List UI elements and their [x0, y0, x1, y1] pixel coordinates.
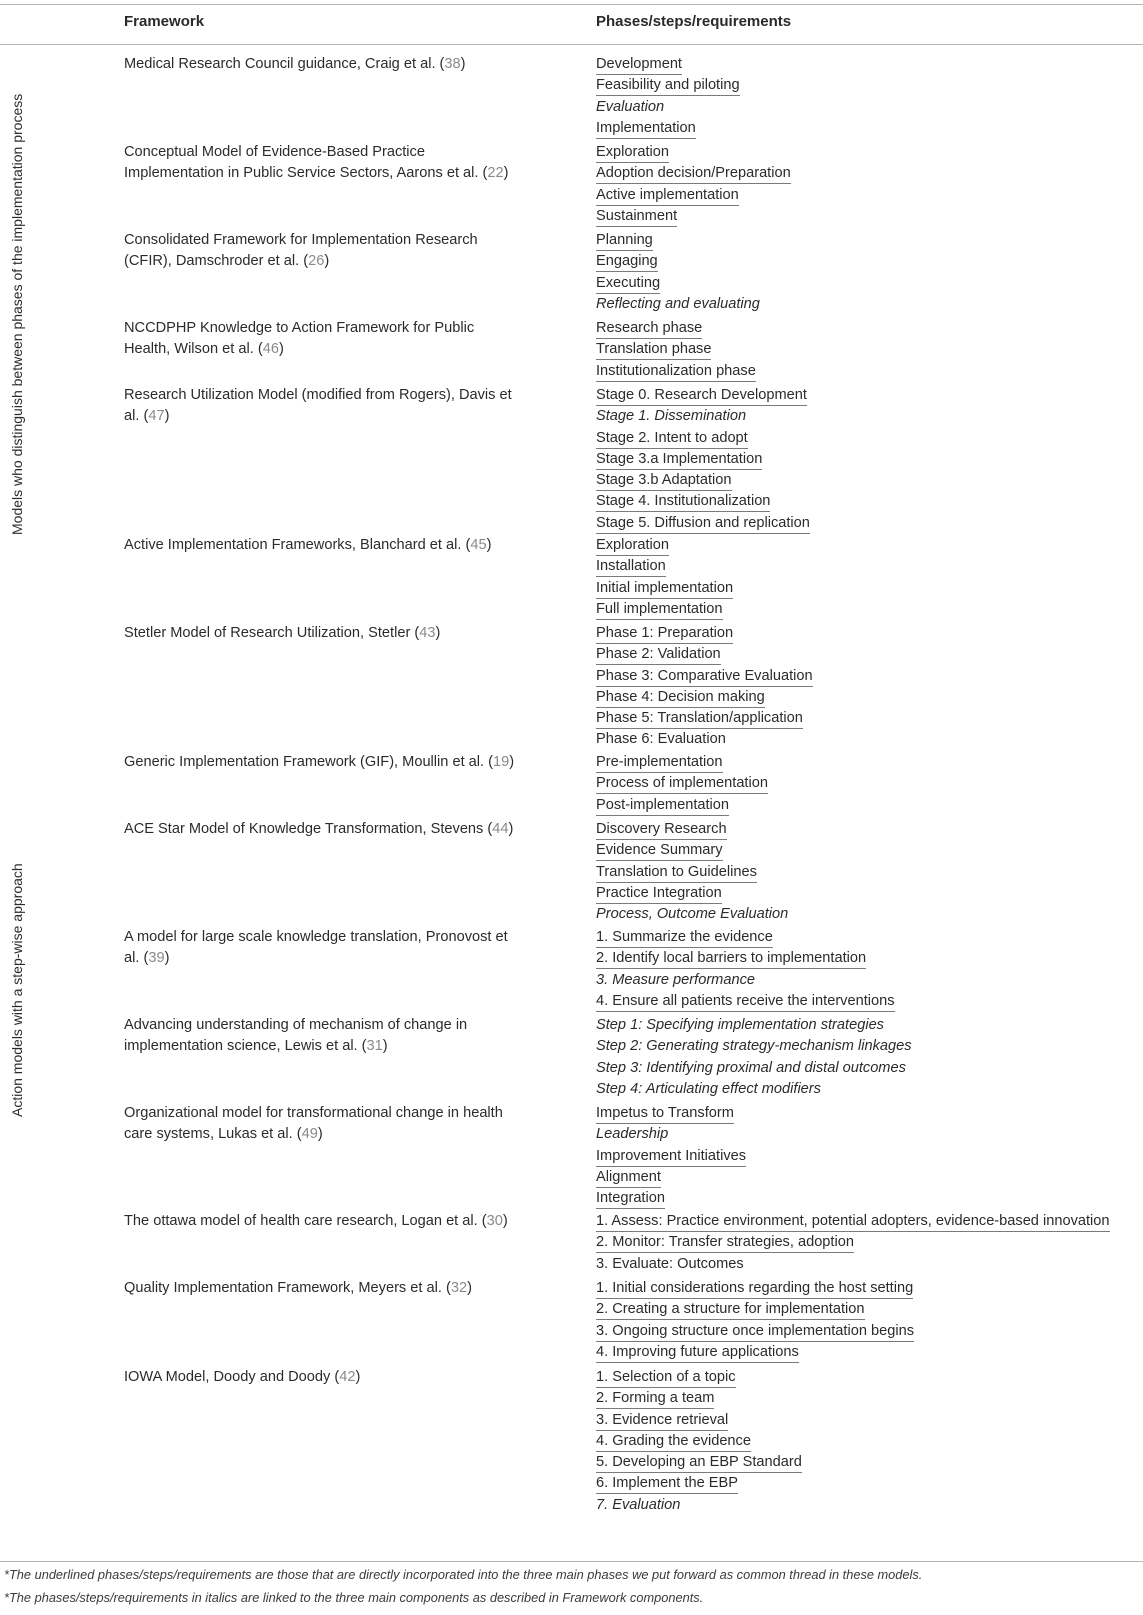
reference-number[interactable]: 44	[492, 821, 509, 837]
phase-item-text: Translation phase	[596, 340, 711, 360]
phase-item	[596, 970, 1141, 991]
phase-item	[596, 1103, 1141, 1124]
phase-item	[596, 535, 1141, 556]
framework-cell	[124, 318, 524, 385]
phase-item-text: 4. Grading the evidence	[596, 1432, 751, 1452]
phase-item-text: 1. Assess: Practice environment, potential adopters, evidence-based innovation	[596, 1212, 1110, 1232]
phase-item-text: Phase 5: Translation/application	[596, 709, 803, 729]
phases-cell	[596, 1211, 1141, 1278]
phase-item	[596, 449, 1141, 470]
table-row	[0, 1103, 1143, 1211]
table-bottom-rule	[0, 1561, 1143, 1562]
table-row	[0, 1015, 1143, 1103]
phase-item-text: 1. Selection of a topic	[596, 1368, 736, 1388]
table-row	[0, 142, 1143, 230]
table-row	[0, 54, 1143, 142]
phase-item-text: 5. Developing an EBP Standard	[596, 1453, 802, 1473]
phase-item-text: Evidence Summary	[596, 841, 723, 861]
phase-item	[596, 1079, 1141, 1100]
phase-item	[596, 819, 1141, 840]
phase-item	[596, 1146, 1141, 1167]
phase-item-text: Step 3: Identifying proximal and distal outcomes	[596, 1059, 906, 1076]
phase-item	[596, 752, 1141, 773]
framework-name: Medical Research Council guidance, Craig et al. (	[124, 56, 445, 72]
header-rule	[0, 44, 1143, 45]
phase-item	[596, 644, 1141, 665]
phase-item	[596, 862, 1141, 883]
framework-name: Research Utilization Model (modified from Rogers), Davis et al. (	[124, 387, 512, 425]
framework-name: Stetler Model of Research Utilization, Stetler (	[124, 625, 420, 641]
phase-item	[596, 1452, 1141, 1473]
phases-cell	[596, 1367, 1141, 1513]
phase-item-text: Process of implementation	[596, 774, 768, 794]
phase-item-text: 4. Improving future applications	[596, 1343, 799, 1363]
footnote-italics: *The phases/steps/requirements in italics are linked to the three main components as described in Framework components.	[4, 1590, 704, 1605]
phase-item-text: Impetus to Transform	[596, 1104, 734, 1124]
phase-item	[596, 406, 1141, 427]
table-row	[0, 1367, 1143, 1513]
phase-item	[596, 1495, 1141, 1516]
phase-item-text: Stage 1. Dissemination	[596, 408, 747, 425]
phase-item-text: Evaluation	[596, 98, 665, 115]
phases-cell	[596, 752, 1141, 819]
framework-name: IOWA Model, Doody and Doody (	[124, 1369, 340, 1385]
framework-name: The ottawa model of health care research, Logan et al. (	[124, 1213, 487, 1229]
closing-parenthesis: )	[278, 341, 284, 358]
phase-item	[596, 1367, 1141, 1388]
phase-item	[596, 773, 1141, 794]
phase-item	[596, 294, 1141, 315]
phase-item-text: 2. Monitor: Transfer strategies, adoption	[596, 1233, 854, 1253]
phase-item-text: Step 2: Generating strategy-mechanism linkages	[596, 1038, 912, 1055]
phase-item-text: Executing	[596, 274, 660, 294]
phase-item	[596, 840, 1141, 861]
phase-item	[596, 1058, 1141, 1079]
phase-item-text: Full implementation	[596, 600, 723, 620]
phase-item-text: Stage 3.b Adaptation	[596, 471, 732, 491]
phase-item-text: Pre-implementation	[596, 753, 723, 773]
phase-item-text: Development	[596, 55, 682, 75]
phase-item-text: 3. Measure performance	[596, 971, 755, 988]
framework-name: Conceptual Model of Evidence-Based Practice Implementation in Public Service Sectors, Aarons et al. (	[124, 144, 488, 182]
phase-item	[596, 1431, 1141, 1452]
phase-item	[596, 1388, 1141, 1409]
phase-item-text: Post-implementation	[596, 796, 729, 816]
phase-item-text: Process, Outcome Evaluation	[596, 906, 789, 923]
phase-item-text: Alignment	[596, 1168, 661, 1188]
phase-item-text: 7. Evaluation	[596, 1496, 681, 1513]
closing-parenthesis: )	[317, 1126, 323, 1143]
table-row	[0, 1278, 1143, 1367]
phase-item	[596, 230, 1141, 251]
reference-number[interactable]: 31	[366, 1038, 383, 1055]
phase-item	[596, 273, 1141, 294]
reference-number[interactable]: 32	[450, 1280, 468, 1296]
phase-item-text: Stage 2. Intent to adopt	[596, 429, 748, 449]
framework-name: A model for large scale knowledge translation, Pronovost et al. (	[124, 929, 508, 967]
table-row	[0, 752, 1143, 819]
table-row	[0, 819, 1143, 927]
phase-item	[596, 795, 1141, 816]
framework-name: Active Implementation Frameworks, Blanchard et al. (	[124, 537, 471, 553]
phase-item-text: Translation to Guidelines	[596, 863, 757, 883]
phase-item-text: 4. Ensure all patients receive the interventions	[596, 992, 895, 1012]
closing-parenthesis: )	[509, 754, 515, 770]
phase-item	[596, 339, 1141, 360]
phase-item	[596, 318, 1141, 339]
phase-item	[596, 1299, 1141, 1320]
phase-item	[596, 142, 1141, 163]
framework-cell	[124, 1015, 524, 1103]
table-row	[0, 1211, 1143, 1278]
phase-item-text: Phase 2: Validation	[596, 645, 721, 665]
phase-item-text: Implementation	[596, 119, 696, 139]
framework-cell	[124, 819, 524, 927]
phase-item-text: Practice Integration	[596, 884, 722, 904]
framework-cell	[124, 1367, 524, 1497]
closing-parenthesis: )	[486, 537, 492, 553]
closing-parenthesis: )	[435, 625, 441, 641]
phase-item	[596, 556, 1141, 577]
reference-number[interactable]: 39	[148, 950, 165, 967]
framework-cell	[124, 1103, 524, 1211]
closing-parenthesis: )	[382, 1038, 388, 1055]
phase-item-text: Stage 3.a Implementation	[596, 450, 762, 470]
phase-item	[596, 118, 1141, 139]
reference-number[interactable]: 43	[419, 625, 436, 641]
phase-item	[596, 185, 1141, 206]
phase-item	[596, 883, 1141, 904]
phase-item	[596, 599, 1141, 620]
phases-cell	[596, 385, 1141, 535]
phase-item-text: Improvement Initiatives	[596, 1147, 746, 1167]
closing-parenthesis: )	[502, 1213, 508, 1229]
phase-item-text: Exploration	[596, 536, 669, 556]
phases-cell	[596, 230, 1141, 318]
phase-item	[596, 251, 1141, 272]
phase-item-text: Step 4: Articulating effect modifiers	[596, 1080, 821, 1097]
phase-item-text: Exploration	[596, 143, 669, 163]
phase-item	[596, 904, 1141, 925]
phase-item	[596, 75, 1141, 96]
phase-item	[596, 1254, 1141, 1275]
phase-item	[596, 1232, 1141, 1253]
phase-item-text: Integration	[596, 1189, 665, 1209]
closing-parenthesis: )	[164, 408, 170, 425]
framework-cell	[124, 927, 524, 1015]
phases-cell	[596, 1103, 1141, 1211]
framework-name: Generic Implementation Framework (GIF), Moullin et al. (	[124, 754, 494, 770]
closing-parenthesis: )	[508, 821, 514, 837]
reference-number[interactable]: 47	[148, 408, 165, 425]
phase-item	[596, 666, 1141, 687]
table-row	[0, 927, 1143, 1015]
phase-item-text: Stage 0. Research Development	[596, 386, 807, 406]
phase-item-text: 2. Creating a structure for implementation	[596, 1300, 865, 1320]
phase-item-text: Feasibility and piloting	[596, 76, 740, 96]
phase-item	[596, 513, 1141, 534]
phases-cell	[596, 623, 1141, 752]
phase-item-text: Reflecting and evaluating	[596, 295, 760, 312]
phase-item	[596, 623, 1141, 644]
table-top-rule	[0, 4, 1143, 5]
phase-item-text: 2. Forming a team	[596, 1389, 714, 1409]
closing-parenthesis: )	[355, 1369, 361, 1385]
phase-item-text: Installation	[596, 557, 666, 577]
phase-item-text: Leadership	[596, 1126, 669, 1143]
phase-item	[596, 578, 1141, 599]
table-row	[0, 230, 1143, 318]
framework-cell	[124, 752, 524, 819]
framework-cell	[124, 54, 524, 142]
framework-name: Advancing understanding of mechanism of change in implementation science, Lewis et al. (	[124, 1017, 468, 1055]
phase-item	[596, 491, 1141, 512]
framework-cell	[124, 535, 524, 623]
reference-number[interactable]: 26	[308, 253, 325, 270]
phase-item-text: Planning	[596, 231, 653, 251]
phase-item-text: Adoption decision/Preparation	[596, 164, 791, 184]
phase-item	[596, 54, 1141, 75]
closing-parenthesis: )	[164, 950, 170, 967]
phase-item-text: Stage 4. Institutionalization	[596, 492, 770, 512]
framework-cell	[124, 385, 524, 535]
phase-item	[596, 163, 1141, 184]
framework-name: NCCDPHP Knowledge to Action Framework for Public Health, Wilson et al. (	[124, 320, 475, 358]
phase-item	[596, 948, 1141, 969]
phase-item	[596, 1211, 1141, 1232]
phases-cell	[596, 819, 1141, 927]
phase-item	[596, 708, 1141, 729]
framework-name: Quality Implementation Framework, Meyers et al. (	[124, 1280, 451, 1296]
phase-item-text: 6. Implement the EBP	[596, 1474, 738, 1494]
phase-item-text: Research phase	[596, 319, 702, 339]
closing-parenthesis: )	[324, 253, 330, 270]
phase-item-text: 1. Summarize the evidence	[596, 928, 773, 948]
phase-item-text: Sustainment	[596, 207, 677, 227]
phase-item	[596, 1342, 1141, 1363]
footnote-underline: *The underlined phases/steps/requirements are those that are directly incorporated into the three main phases we put forward as common thread in these models.	[4, 1567, 923, 1582]
column-header-framework: Framework	[124, 13, 205, 30]
phase-item	[596, 97, 1141, 118]
phase-item-text: Active implementation	[596, 186, 739, 206]
reference-number[interactable]: 22	[487, 165, 504, 182]
phase-item-text: Discovery Research	[596, 820, 727, 840]
phases-cell	[596, 318, 1141, 385]
phase-item	[596, 428, 1141, 449]
phases-cell	[596, 54, 1141, 142]
phase-item	[596, 1015, 1141, 1036]
phase-item	[596, 1167, 1141, 1188]
framework-name: Consolidated Framework for Implementation Research (CFIR), Damschroder et al. (	[124, 232, 478, 270]
reference-number[interactable]: 46	[262, 341, 279, 358]
closing-parenthesis: )	[503, 165, 509, 182]
phase-item-text: Stage 5. Diffusion and replication	[596, 514, 810, 534]
column-header-phases: Phases/steps/requirements	[596, 13, 792, 30]
phase-item-text: Phase 4: Decision making	[596, 688, 765, 708]
phase-item	[596, 206, 1141, 227]
table-body	[0, 54, 1143, 1513]
phases-cell	[596, 1015, 1141, 1103]
group-label-phases-models: Models who distinguish between phases of the implementation process	[9, 93, 25, 535]
reference-number[interactable]: 30	[486, 1213, 503, 1229]
reference-number[interactable]: 38	[444, 56, 461, 72]
phases-cell	[596, 535, 1141, 623]
reference-number[interactable]: 19	[493, 754, 510, 770]
phase-item-text: 3. Evidence retrieval	[596, 1411, 728, 1431]
phase-item-text: Initial implementation	[596, 579, 733, 599]
framework-cell	[124, 1278, 524, 1367]
phase-item	[596, 1036, 1141, 1057]
phase-item-text: Phase 6: Evaluation	[596, 731, 726, 748]
phase-item-text: Phase 3: Comparative Evaluation	[596, 667, 813, 687]
phase-item	[596, 1410, 1141, 1431]
phases-cell	[596, 1278, 1141, 1367]
phase-item	[596, 927, 1141, 948]
phase-item-text: Institutionalization phase	[596, 362, 756, 382]
phase-item-text: 2. Identify local barriers to implementation	[596, 949, 866, 969]
framework-cell	[124, 623, 524, 752]
phase-item	[596, 729, 1141, 750]
framework-name: Organizational model for transformational change in health care systems, Lukas et al. (	[124, 1105, 503, 1143]
closing-parenthesis: )	[460, 56, 466, 72]
table-row	[0, 318, 1143, 385]
reference-number[interactable]: 49	[301, 1126, 318, 1143]
group-label-action-models: Action models with a step-wise approach	[9, 863, 25, 1117]
phase-item	[596, 687, 1141, 708]
phases-cell	[596, 927, 1141, 1015]
phase-item	[596, 1188, 1141, 1209]
phase-item-text: Phase 1: Preparation	[596, 624, 733, 644]
framework-cell	[124, 230, 524, 318]
phase-item-text: 1. Initial considerations regarding the host setting	[596, 1279, 913, 1299]
phase-item	[596, 1473, 1141, 1494]
table-row	[0, 385, 1143, 535]
phase-item-text: 3. Ongoing structure once implementation begins	[596, 1322, 914, 1342]
table-row	[0, 535, 1143, 623]
phase-item-text: 3. Evaluate: Outcomes	[596, 1255, 744, 1272]
closing-parenthesis: )	[467, 1280, 472, 1296]
reference-number[interactable]: 42	[339, 1369, 356, 1385]
reference-number[interactable]: 45	[470, 537, 487, 553]
phase-item	[596, 361, 1141, 382]
phases-cell	[596, 142, 1141, 230]
framework-cell	[124, 142, 524, 230]
table-row	[0, 623, 1143, 752]
phase-item-text: Engaging	[596, 252, 658, 272]
phase-item	[596, 385, 1141, 406]
phase-item-text: Step 1: Specifying implementation strategies	[596, 1017, 884, 1033]
phase-item	[596, 1321, 1141, 1342]
framework-cell	[124, 1211, 524, 1278]
phase-item	[596, 1278, 1141, 1299]
framework-name: ACE Star Model of Knowledge Transformation, Stevens (	[124, 821, 493, 837]
phase-item	[596, 1124, 1141, 1145]
phase-item	[596, 470, 1141, 491]
phase-item	[596, 991, 1141, 1012]
